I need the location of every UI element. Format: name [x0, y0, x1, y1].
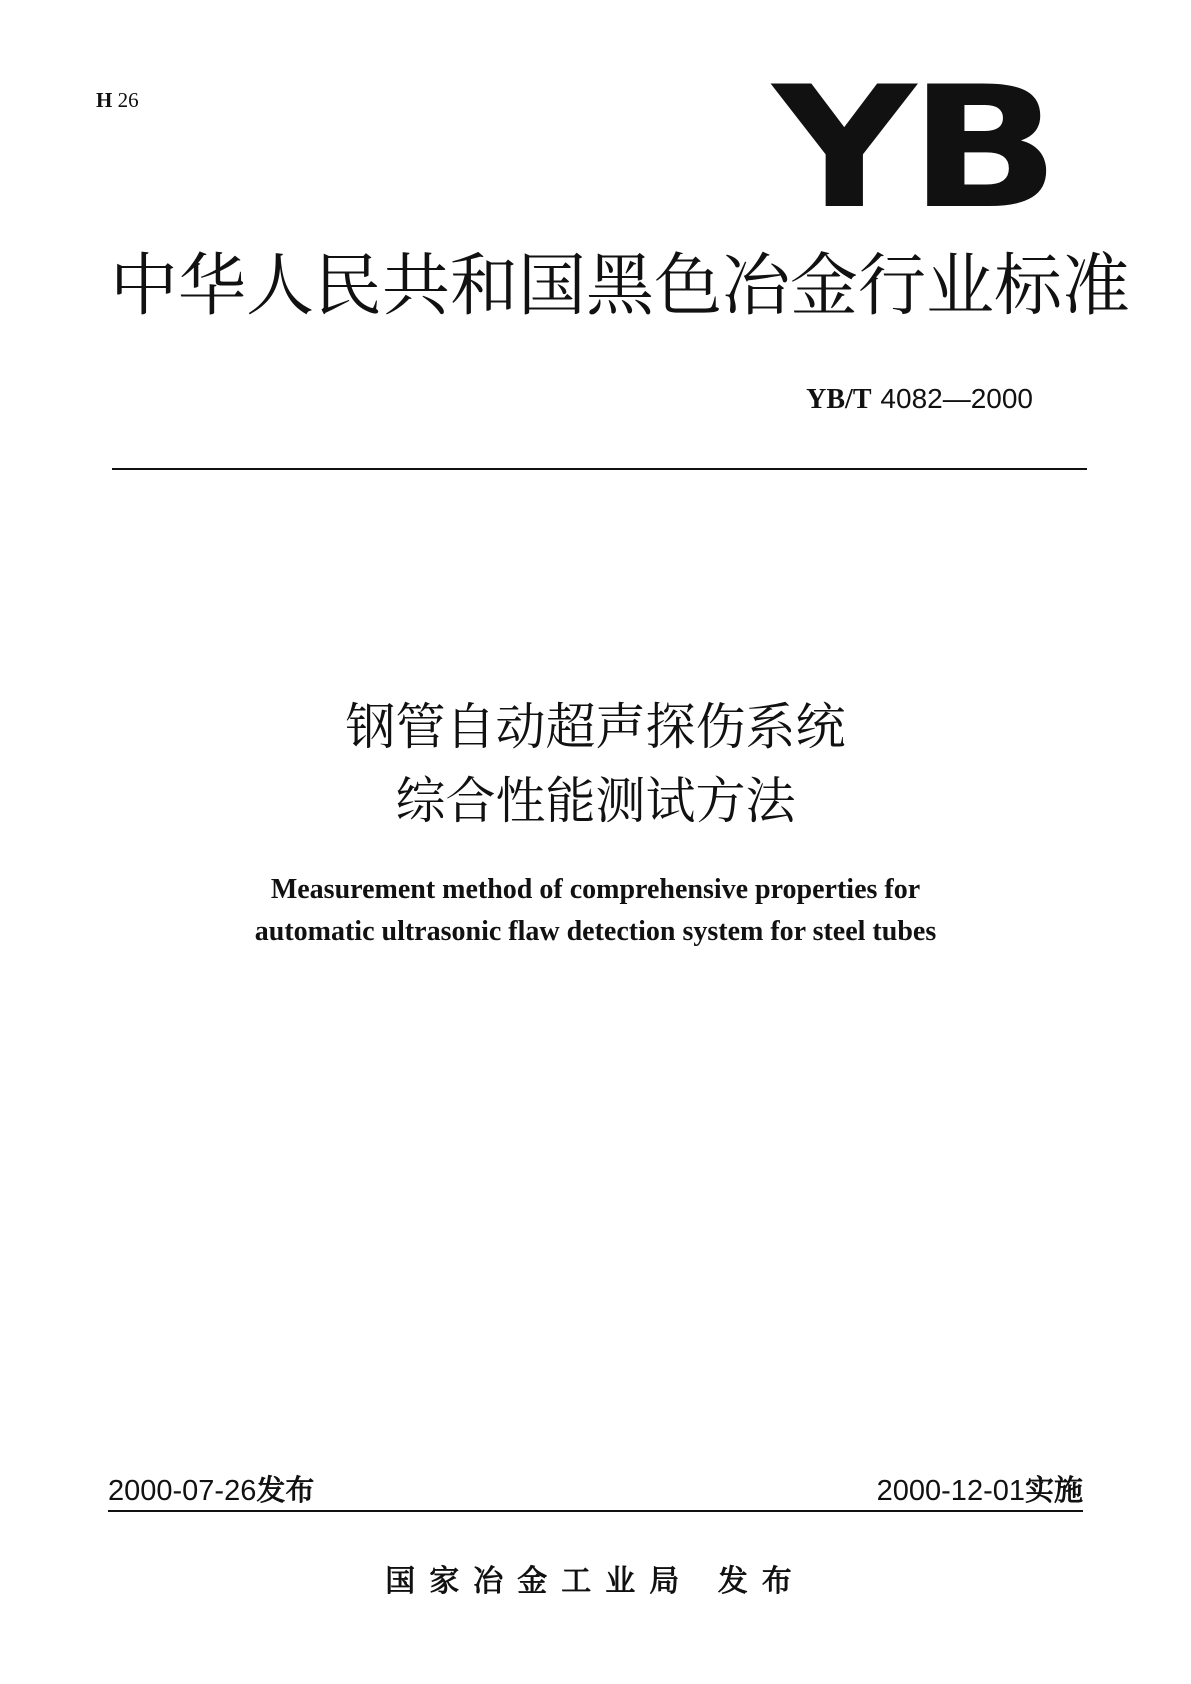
- publisher: 国家冶金工业局 发布: [385, 1564, 806, 1599]
- top-divider: [112, 468, 1087, 470]
- implementation-date: [877, 1468, 1083, 1509]
- issue-date-label: 发布: [256, 1473, 315, 1507]
- standard-number: 4082—2000: [880, 383, 1033, 414]
- issue-date-value: 2000-07-26: [108, 1475, 257, 1507]
- title-en-line-2: automatic ultrasonic flaw detection system for steel tubes: [254, 916, 937, 947]
- yb-logo: YB: [772, 50, 1053, 246]
- title-cn-line-1: 钢管自动超声探伤系统: [345, 698, 846, 756]
- bottom-divider: [108, 1510, 1083, 1512]
- classification-letter: H: [96, 88, 113, 112]
- implementation-date-label: 实施: [1024, 1473, 1083, 1507]
- standard-prefix: YB/T: [806, 384, 872, 415]
- classification-number: 26: [117, 88, 139, 112]
- standard-code: [806, 382, 1033, 416]
- implementation-date-value: 2000-12-01: [876, 1475, 1025, 1507]
- title-cn-line-2: 综合性能测试方法: [395, 772, 796, 830]
- issue-date: [108, 1468, 314, 1509]
- organization-title: 中华人民共和国黑色冶金行业标准: [110, 247, 1131, 326]
- title-en-line-1: Measurement method of comprehensive properties for: [270, 874, 921, 905]
- classification-code: [96, 88, 139, 113]
